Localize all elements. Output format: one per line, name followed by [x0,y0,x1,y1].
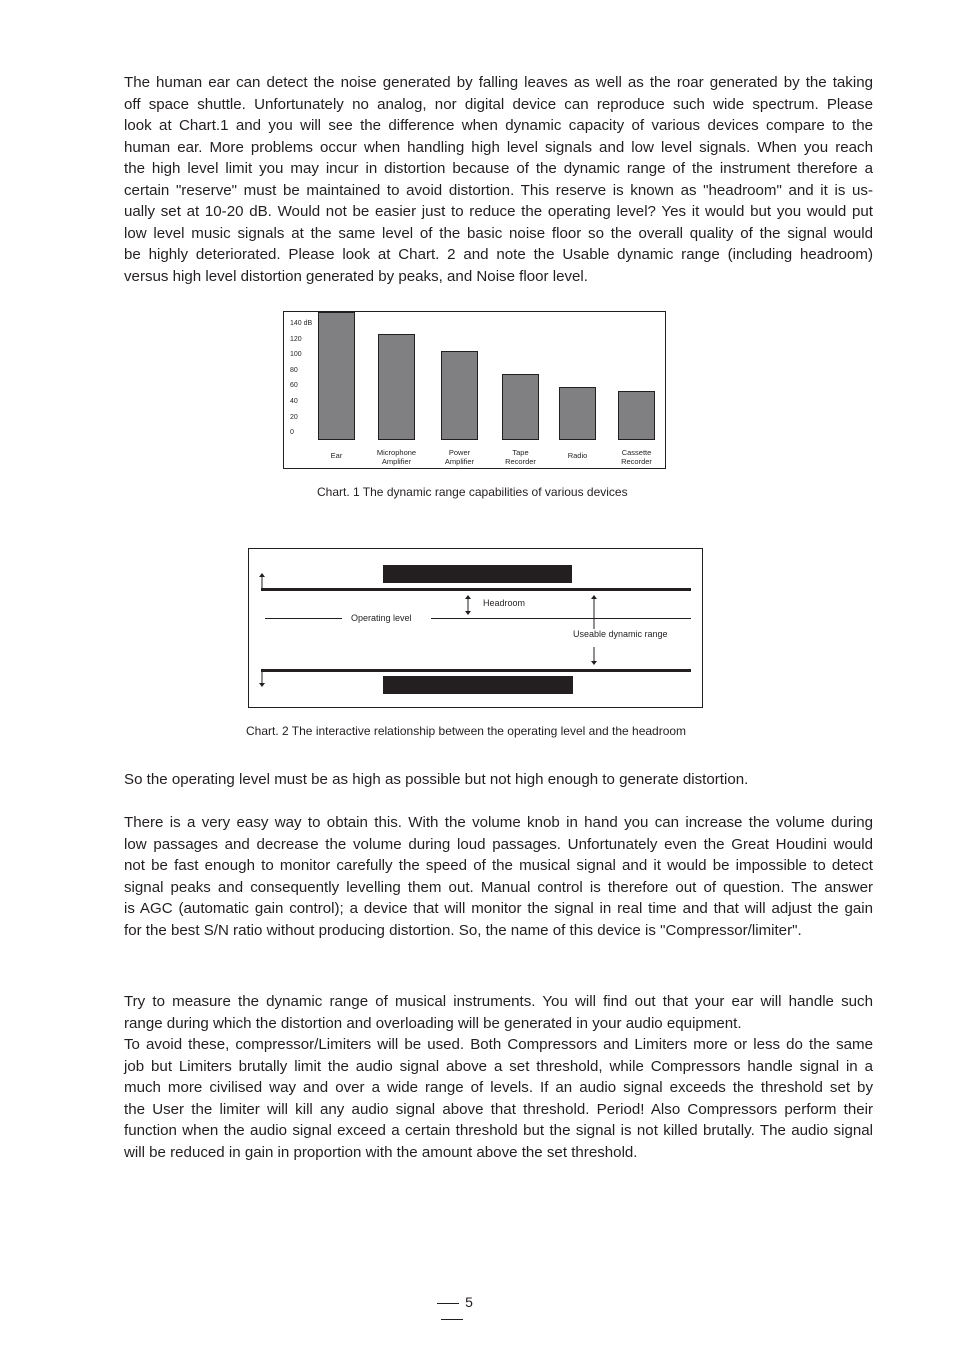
text-line: human ear. More problems occur when handling high level signals and low level signals. When you reach [124,138,873,156]
upper-limit-line [261,588,691,591]
text-line: be highly deteriorated. Please look at Chart. 2 and note the Usable dynamic range (including headroom) [124,246,873,263]
operating-level-line-left [265,618,342,619]
operating-level-line-right [431,618,691,619]
noise-floor-line [261,669,691,672]
text-line: off space shuttle. Unfortunately no analog, nor digital device can reproduce such wide spectrum. Please [124,95,873,113]
text-line: not be fast enough to monitor carefully the speed of the musical signal and it would be impossible to detect [124,857,873,874]
distortion-block-top [383,565,572,583]
bar-cassette-recorder [618,391,655,440]
y-tick-label: 80 [290,366,298,374]
text-line: much more civilised way and over a wide range of levels. If an audio signal exceeds the threshold set by [124,1079,873,1096]
down-arrow-icon [259,670,265,688]
bar-microphone-amplifier [378,334,415,440]
text-line: look at Chart.1 and you will see the difference when dynamic capacity of various devices compare to the [124,117,873,134]
text-line: certain "reserve" must be maintained to avoid distortion. This reserve is known as "headroom" and it is us- [124,181,873,199]
x-axis-label-line2: Recorder [505,457,536,466]
page-number [417,1294,487,1326]
text-line: versus high level distortion generated by peaks, and Noise floor level. [124,267,588,285]
operating-level-paragraph [124,769,873,791]
bar-power-amplifier [441,351,478,440]
y-tick-label: 0 [290,429,294,437]
operating-level-diagram [248,548,703,708]
compressors-paragraph [124,991,873,1163]
y-tick-label: 20 [290,413,298,421]
y-tick-label: 40 [290,398,298,405]
y-tick-label: 140 dB [290,320,313,327]
x-axis-label-line2: Recorder [621,457,652,466]
agc-paragraph [124,812,873,941]
text-line: The human ear can detect the noise generated by falling leaves as well as the roar generated by the taking [124,74,873,91]
page-number-dash-right [441,1319,463,1320]
x-axis-label [602,448,672,466]
text-line: signal peaks and consequently levelling them out. Manual control is therefore out of question. The answer [124,878,873,896]
text-line: low level music signals at the same level of the basic noise floor so the overall quality of the signal would [124,224,873,242]
bar-ear [318,312,355,440]
x-axis-label-line1: Radio [567,451,588,460]
range-up-arrow-icon [591,595,597,629]
text-line: for the best S/N ratio without producing distortion. So, the name of this device is "Compressor/limiter". [124,921,802,939]
text-line: the User the limiter will kill any audio signal above that threshold. Period! Also Compressors perform their [124,1100,873,1118]
useable-dynamic-range-label: Useable dynamic range [573,629,668,639]
dynamic-range-bar-chart [283,311,666,469]
headroom-double-arrow-icon [465,595,471,615]
text-line: low passages and decrease the volume during loud passages. Unfortunately even the Great Houdini would [124,835,873,853]
x-axis-label-line1: Ear [330,451,343,460]
range-down-arrow-icon [591,647,597,665]
chart2-caption: Chart. 2 The interactive relationship between the operating level and the headroom [246,724,687,738]
text-line: To avoid these, compressor/Limiters will be used. Both Compressors and Limiters more or less do the same [124,1036,873,1053]
text-line: There is a very easy way to obtain this. With the volume knob in hand you can increase the volume during [124,814,873,831]
text-line: ually set at 10-20 dB. Would not be easier just to reduce the operating level? Yes it would but you would put [124,203,873,220]
y-tick-label: 60 [290,382,298,390]
x-axis-label [362,448,432,466]
bar-radio [559,387,596,440]
up-arrow-icon [259,573,265,589]
chart1-caption: Chart. 1 The dynamic range capabilities of various devices [317,485,628,499]
x-axis-label-line1: Cassette [621,448,652,457]
intro-paragraph [124,72,873,287]
x-axis-label-line1: Microphone [376,448,417,457]
text-line: will be reduced in gain in proportion with the amount above the set threshold. [124,1143,638,1161]
x-axis-label-line2: Amplifier [444,457,475,466]
headroom-label: Headroom [483,598,526,608]
text-line: is AGC (automatic gain control); a device that will monitor the signal in real time and that will adjust the gain [124,900,873,917]
x-axis-label-line1: Tape [512,448,529,457]
bar-tape-recorder [502,374,539,440]
text-line: range during which the distortion and overloading will be generated in your audio equipment. [124,1014,742,1032]
text-line: So the operating level must be as high as possible but not high enough to generate distortion. [124,771,749,788]
text-line: Try to measure the dynamic range of musical instruments. You will find out that your ear will handle such [124,993,873,1010]
page-number-dash-left [437,1303,459,1304]
x-axis-label-line2: Amplifier [381,457,412,466]
x-axis-label [425,448,495,466]
y-tick-label: 120 [290,335,302,343]
y-tick-label: 100 [290,351,302,359]
noise-block-bottom [383,676,573,694]
text-line: job but Limiters brutally limit the audio signal above a set threshold, while Compressors handle signal in a [124,1057,873,1075]
operating-level-label: Operating level [351,613,412,623]
text-line: function when the audio signal exceed a certain threshold but the signal is not killed brutally. The audio signal [124,1122,873,1139]
text-line: the high level limit you may incur in distortion because of the dynamic range of the instrument therefore a [124,160,873,177]
page-number-value: 5 [465,1294,473,1310]
x-axis-label-line1: Power [448,448,471,457]
